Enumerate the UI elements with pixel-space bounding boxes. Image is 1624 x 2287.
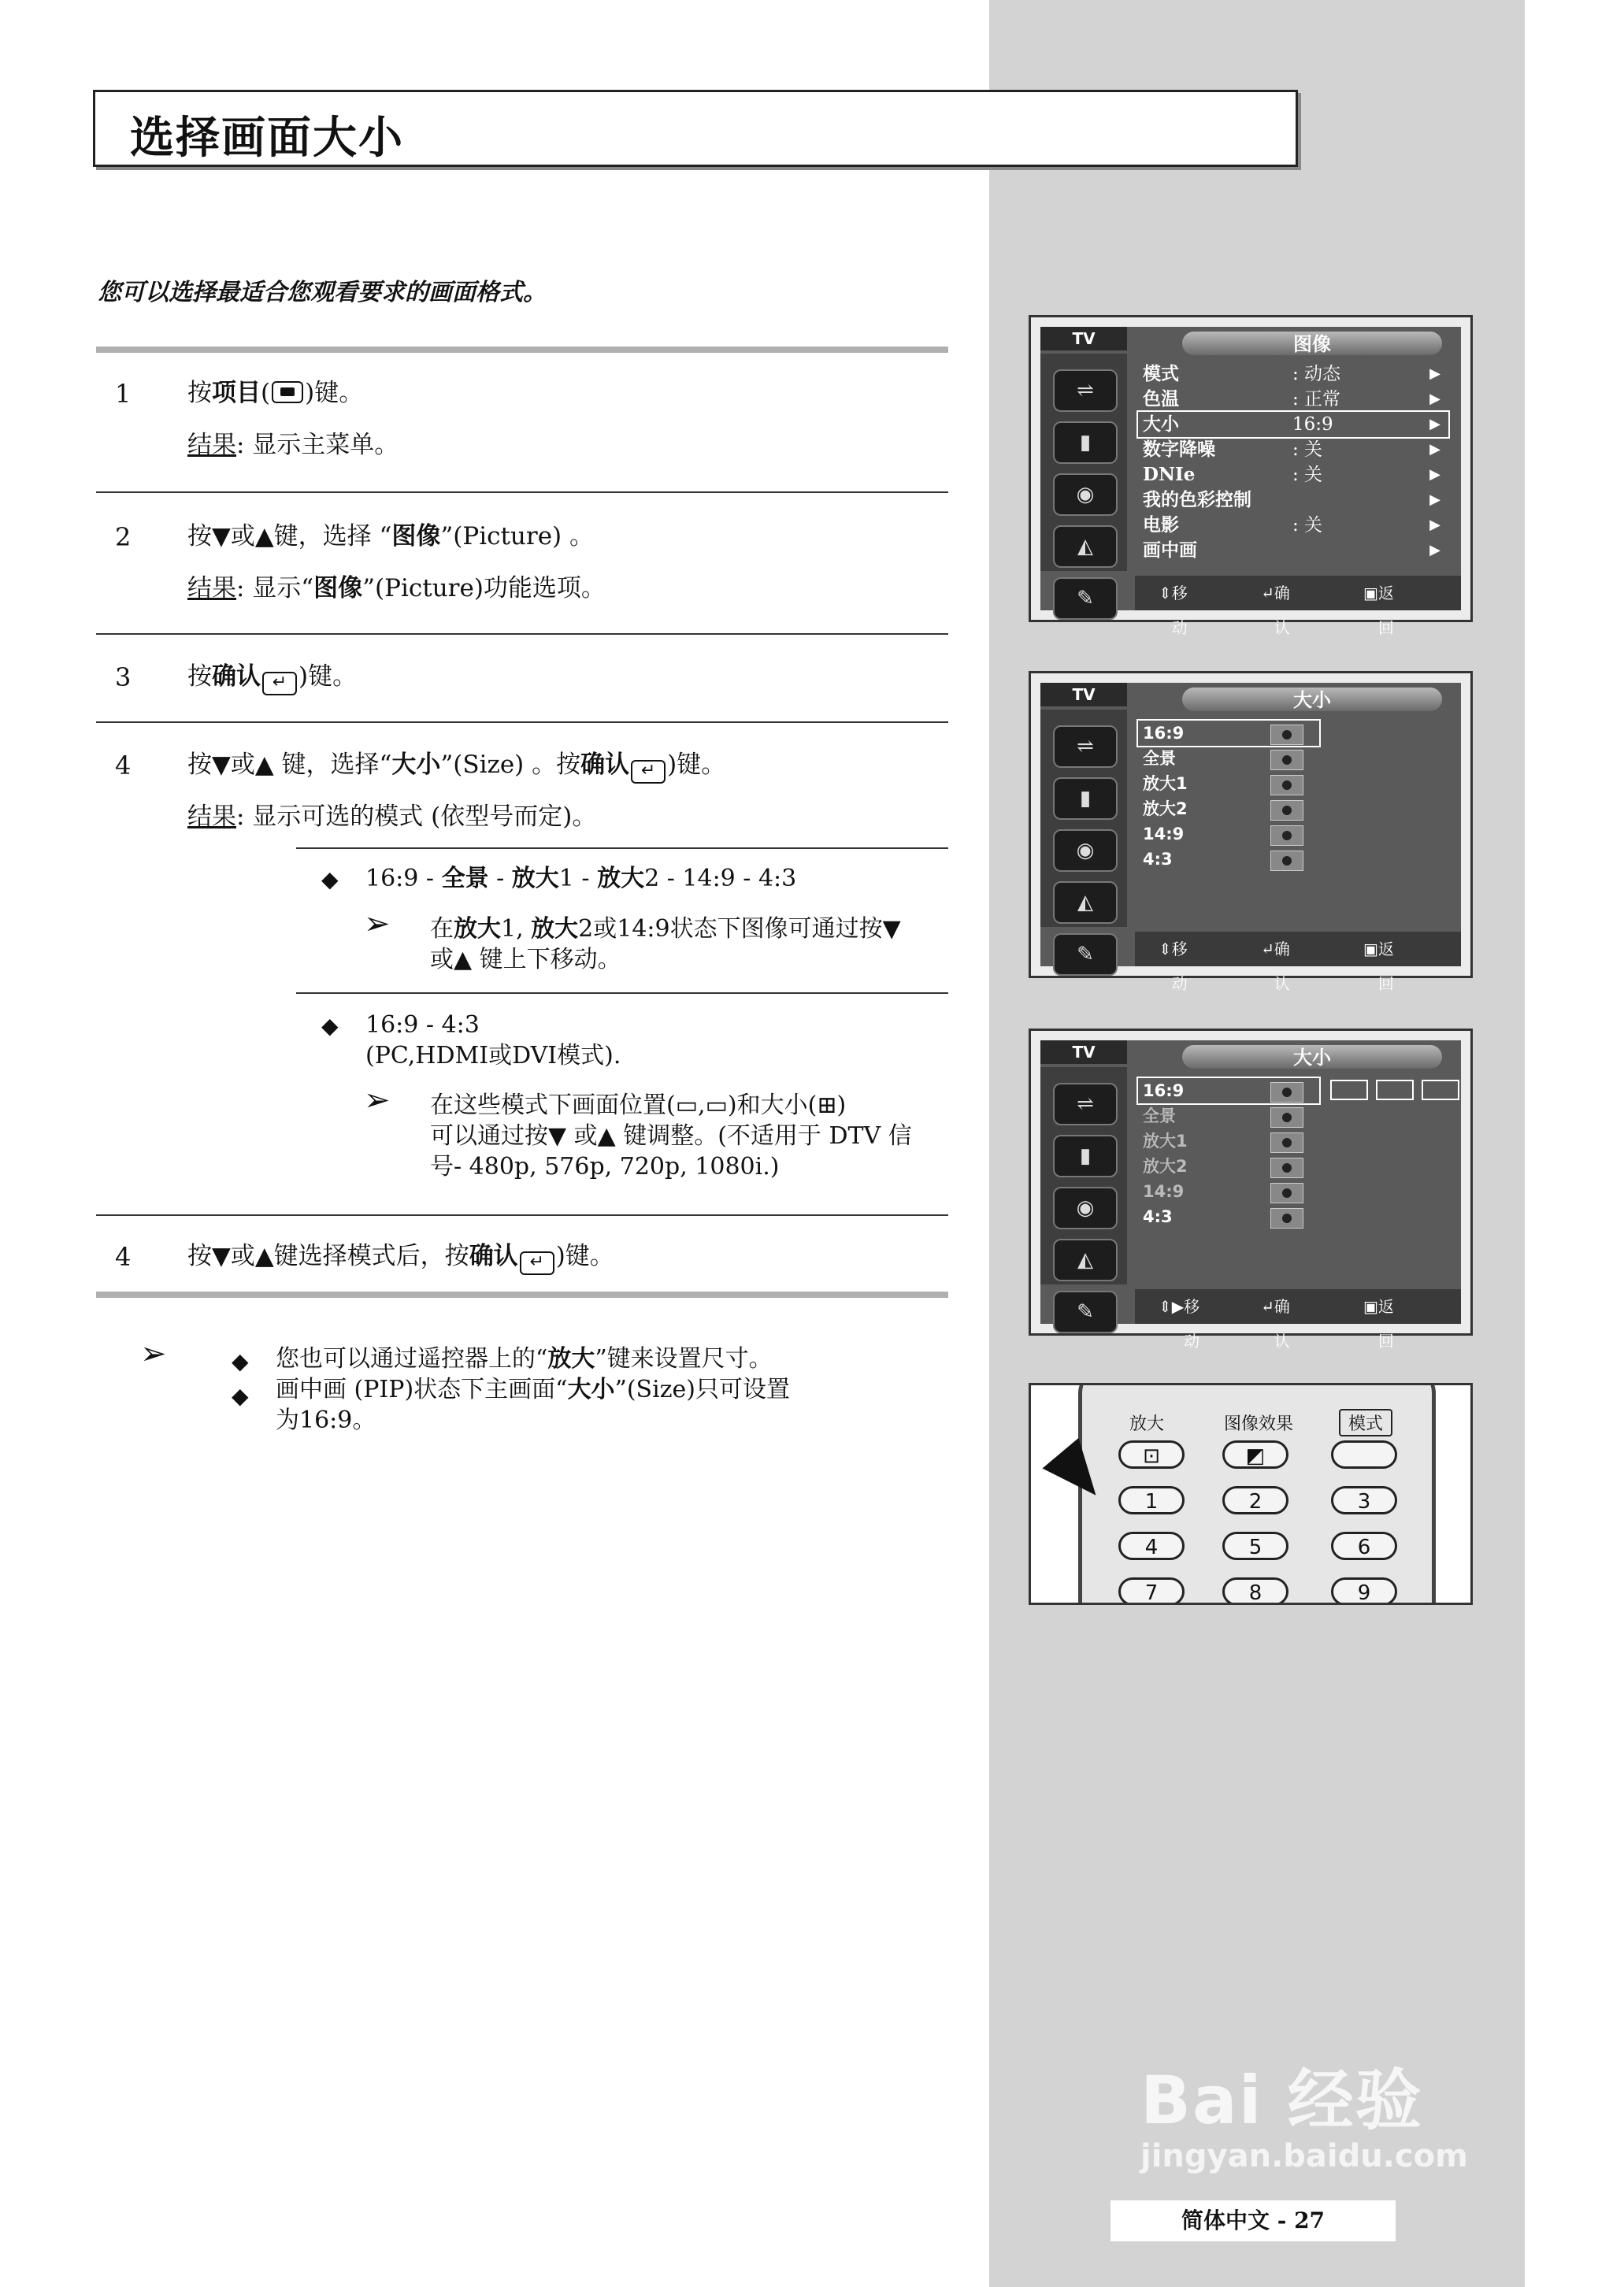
text: 按 (187, 662, 212, 691)
arrow-right-icon: ▶ (1429, 517, 1440, 533)
text-bold: 图像 (391, 522, 441, 550)
size-option-disabled (1138, 1154, 1319, 1179)
bullet-diamond-icon: ◆ (232, 1383, 249, 1409)
size-option-disabled (1138, 1103, 1319, 1129)
note-arrow-icon: ➢ (364, 1082, 391, 1118)
text-bold: 放大 (454, 915, 501, 943)
osd-size-list (1138, 1078, 1319, 1229)
picture-thumbnail-icon (1270, 1183, 1303, 1203)
osd-menu-item[interactable] (1138, 462, 1448, 487)
return-hint: ▣ 返回 (1363, 932, 1378, 966)
option-label: 14:9 (1143, 1182, 1185, 1201)
move-hint: ⇕ 移动 (1159, 932, 1172, 966)
number-button-3[interactable]: 3 (1331, 1486, 1397, 1514)
text: 按▼或▲ 键，选择“ (187, 751, 392, 779)
text: 确认 (1274, 584, 1290, 637)
text: (PC,HDMI或DVI模式). (365, 1042, 621, 1069)
result-label: 结果 (187, 802, 236, 831)
text-bold: 放大 (511, 865, 559, 892)
result-text: : 显示可选的模式 (依型号而定)。 (236, 802, 597, 831)
picture-thumbnail-icon (1270, 800, 1303, 821)
input-icon: ⇌ (1053, 1083, 1118, 1125)
result-text: : 显示主菜单。 (236, 431, 399, 459)
osd-menu-item[interactable] (1138, 361, 1448, 387)
text: 移动 (1171, 584, 1188, 637)
text: ”键来设置尺寸。 (595, 1345, 773, 1373)
text: 按 (187, 379, 212, 407)
picture-thumbnail-icon (1270, 725, 1303, 745)
item-value: : 关 (1292, 439, 1323, 460)
osd-footer (1135, 576, 1461, 637)
text: 2或14:9状态下图像可通过按▼ (578, 915, 901, 943)
note-text (430, 1090, 912, 1182)
text: - (488, 865, 512, 892)
divider (96, 1292, 948, 1298)
size-adjust-icon[interactable] (1422, 1080, 1459, 1100)
option-label: 全景 (1143, 1106, 1176, 1125)
number-button-2[interactable]: 2 (1222, 1486, 1288, 1514)
osd-menu-item[interactable] (1138, 487, 1448, 513)
position-size-icons (1330, 1080, 1467, 1107)
text: 画中画 (PIP)状态下主画面“ (276, 1376, 568, 1403)
move-hint: ⇕▶ 移动 (1159, 1289, 1184, 1324)
text: 移动 (1184, 1297, 1200, 1351)
step-number: 1 (115, 379, 132, 409)
arrow-right-icon: ▶ (1429, 391, 1440, 407)
key-name: 项目 (212, 379, 261, 407)
item-label: 大小 (1143, 413, 1179, 435)
size-option[interactable] (1138, 1204, 1319, 1229)
picture-icon: ▮ (1053, 777, 1118, 820)
osd-size-menu (1029, 671, 1473, 993)
text: )键。 (305, 379, 364, 407)
text: : 显示“ (236, 574, 314, 602)
input-icon: ⇌ (1053, 369, 1118, 412)
picture-thumbnail-icon (1270, 1158, 1303, 1178)
channel-icon: ◭ (1053, 1239, 1118, 1281)
ok-hint: ↵ 确认 (1261, 932, 1274, 966)
text-bold: 放大 (597, 865, 645, 892)
text: ”(Size) 。按 (440, 751, 581, 779)
text: 移动 (1171, 940, 1188, 993)
text: ”(Picture)功能选项。 (362, 574, 606, 602)
number-button-4[interactable]: 4 (1118, 1532, 1185, 1560)
text: 返回 (1377, 1297, 1394, 1351)
text: )键。 (298, 662, 358, 691)
channel-icon: ◭ (1053, 525, 1118, 568)
osd-title: 大小 (1182, 688, 1442, 711)
step-number: 4 (115, 751, 132, 780)
option-label: 放大1 (1143, 774, 1188, 793)
zoom-button[interactable]: ⊡ (1118, 1440, 1185, 1469)
picture-thumbnail-icon (1270, 1082, 1303, 1103)
item-value: : 关 (1292, 515, 1323, 536)
return-hint: ▣ 返回 (1363, 1289, 1378, 1324)
text: 在 (430, 915, 454, 943)
move-hint: ⇕ 移动 (1159, 576, 1172, 610)
number-button-9[interactable]: 9 (1331, 1577, 1397, 1605)
option-label: 14:9 (1143, 825, 1185, 843)
item-label: 电影 (1143, 514, 1179, 536)
osd-menu-item-selected[interactable] (1138, 412, 1448, 437)
step-number: 3 (115, 662, 132, 692)
watermark-brand: Bai 经验 (1140, 2062, 1423, 2139)
text: 或▲ 键上下移动。 (430, 946, 621, 973)
step-number: 4 (115, 1242, 132, 1272)
picture-icon: ▮ (1053, 421, 1118, 464)
size-option[interactable] (1138, 821, 1319, 847)
number-button-5[interactable]: 5 (1222, 1532, 1288, 1560)
channel-icon: ◭ (1053, 881, 1118, 924)
mode-list (365, 863, 796, 894)
picture-icon: ▮ (1053, 1135, 1118, 1177)
arrow-right-icon: ▶ (1429, 491, 1440, 508)
text-bold: 放大 (547, 1345, 595, 1373)
arrow-right-icon: ▶ (1429, 365, 1440, 382)
step-result (187, 802, 596, 832)
picture-thumbnail-icon (1270, 750, 1303, 770)
divider (96, 347, 948, 353)
number-button-6[interactable]: 6 (1331, 1532, 1397, 1560)
text: 确认 (1274, 940, 1290, 993)
watermark-url: jingyan.baidu.com (1140, 2138, 1468, 2174)
picture-thumbnail-icon (1270, 851, 1303, 871)
option-label: 全景 (1143, 749, 1176, 768)
text: 返回 (1377, 940, 1394, 993)
key-name: 确认 (212, 662, 261, 691)
bullet-diamond-icon: ◆ (321, 1013, 339, 1039)
option-label: 放大2 (1143, 1157, 1188, 1176)
divider (96, 1214, 948, 1216)
text: )键。 (667, 751, 726, 779)
number-button-8[interactable]: 8 (1222, 1577, 1288, 1605)
setup-icon: ✎ (1053, 933, 1118, 976)
result-label: 结果 (187, 431, 236, 459)
item-label: 画中画 (1143, 539, 1197, 561)
sound-icon: ◉ (1053, 473, 1118, 516)
size-option[interactable] (1138, 796, 1319, 821)
title-box (93, 90, 1298, 167)
text: 1 - (558, 865, 598, 892)
arrow-right-icon: ▶ (1429, 542, 1440, 558)
arrow-right-icon: ▶ (1429, 466, 1440, 483)
size-option[interactable] (1138, 771, 1319, 796)
item-label: 模式 (1143, 363, 1179, 384)
text-bold: 全景 (441, 865, 489, 892)
step-instruction (187, 662, 357, 695)
osd-menu-item[interactable] (1138, 513, 1448, 538)
text: ”(Size)只可设置 (614, 1376, 790, 1403)
ok-hint: ↵ 确认 (1261, 576, 1274, 610)
size-option-selected[interactable] (1138, 1078, 1319, 1103)
picture-thumbnail-icon (1270, 1208, 1303, 1229)
setup-icon: ✎ (1053, 577, 1118, 620)
text: 可以通过按▼ 或▲ 键调整。(不适用于 DTV 信 (430, 1122, 912, 1150)
picture-thumbnail-icon (1270, 1132, 1303, 1153)
sound-icon: ◉ (1053, 829, 1118, 872)
picture-effect-button[interactable]: ◩ (1222, 1440, 1288, 1469)
text-bold: 大小 (391, 751, 441, 779)
arrow-right-icon: ▶ (1429, 441, 1440, 458)
size-option[interactable] (1138, 746, 1319, 771)
text-bold: 大小 (567, 1376, 615, 1403)
number-button-1[interactable]: 1 (1118, 1486, 1185, 1514)
text: 号- 480p, 576p, 720p, 1080i.) (430, 1153, 780, 1181)
text: 按▼或▲键，选择 “ (187, 522, 392, 550)
osd-title: 图像 (1182, 332, 1442, 355)
mode-label: 模式 (1339, 1409, 1392, 1436)
item-label: DNIe (1143, 464, 1196, 485)
tip-text (276, 1344, 790, 1436)
enter-key-icon: ↵ (262, 672, 297, 695)
pc-mode-list (365, 1010, 621, 1071)
enter-key-icon: ↵ (631, 760, 666, 784)
osd-size-menu-pc (1029, 1029, 1473, 1351)
size-option-disabled (1138, 1179, 1319, 1204)
osd-title: 大小 (1182, 1045, 1442, 1069)
step-result (187, 430, 399, 461)
osd-menu-item[interactable] (1138, 538, 1448, 563)
text: )键。 (555, 1242, 614, 1270)
note-arrow-icon: ➢ (364, 906, 391, 942)
osd-sidebar (1040, 1067, 1127, 1324)
zoom-label: 放大 (1129, 1414, 1165, 1434)
osd-picture-menu (1029, 315, 1473, 637)
divider (96, 721, 948, 723)
key-name: 确认 (469, 1242, 518, 1270)
item-label: 我的色彩控制 (1143, 489, 1251, 510)
option-label: 16:9 (1143, 1081, 1185, 1100)
osd-sidebar (1040, 710, 1127, 966)
text: 16:9 - (365, 865, 442, 892)
page-footer: 简体中文 - 27 (1110, 2200, 1396, 2241)
step-instruction (187, 378, 363, 409)
key-name: 确认 (580, 751, 630, 779)
divider (96, 633, 948, 635)
position-vertical-icon[interactable] (1376, 1080, 1414, 1100)
number-button-7[interactable]: 7 (1118, 1577, 1185, 1605)
divider (296, 992, 948, 994)
option-label: 放大2 (1143, 799, 1188, 818)
mode-button[interactable] (1331, 1440, 1397, 1469)
text: 在这些模式下画面位置(▭,▭)和大小(⊞) (430, 1092, 847, 1119)
osd-size-list (1138, 721, 1319, 872)
note-text (430, 914, 901, 975)
sound-icon: ◉ (1053, 1187, 1118, 1229)
step-instruction (187, 521, 594, 552)
result-label: 结果 (187, 574, 236, 602)
note-arrow-icon: ➢ (140, 1336, 167, 1372)
picture-thumbnail-icon (1270, 1107, 1303, 1128)
step-number: 2 (115, 522, 132, 552)
intro-text: 您可以选择最适合您观看要求的画面格式。 (98, 279, 547, 306)
osd-footer (1135, 1289, 1461, 1351)
text: ( (261, 379, 271, 407)
text-bold: 放大 (531, 915, 579, 943)
page-title: 选择画面大小 (130, 112, 404, 164)
option-label: 放大1 (1143, 1132, 1188, 1151)
item-value: : 正常 (1292, 389, 1341, 410)
text: 1, (501, 915, 532, 943)
enter-key-icon: ↵ (520, 1251, 554, 1275)
tv-label: TV (1040, 1040, 1127, 1064)
text: 按▼或▲键选择模式后，按 (187, 1242, 469, 1270)
size-option-disabled (1138, 1129, 1319, 1154)
osd-menu-list (1138, 361, 1448, 563)
text: 2 - 14:9 - 4:3 (644, 865, 797, 892)
option-label: 4:3 (1143, 1207, 1173, 1226)
remote-body (1078, 1383, 1436, 1605)
osd-menu-item[interactable] (1138, 437, 1448, 462)
picture-effect-label: 图像效果 (1224, 1414, 1294, 1434)
return-hint: ▣ 返回 (1363, 576, 1378, 610)
divider (96, 491, 948, 493)
item-label: 色温 (1143, 388, 1179, 410)
size-option[interactable] (1138, 847, 1319, 872)
osd-footer (1135, 932, 1461, 993)
item-value: : 动态 (1292, 364, 1341, 384)
baidu-watermark (1140, 2048, 1518, 2174)
menu-key-icon (272, 381, 303, 403)
option-label: 16:9 (1143, 724, 1185, 743)
text: 为16:9。 (276, 1407, 376, 1434)
text: 确认 (1274, 1297, 1290, 1351)
bullet-diamond-icon: ◆ (321, 866, 339, 892)
osd-sidebar (1040, 354, 1127, 610)
item-value: 16:9 (1292, 414, 1333, 435)
text: 16:9 - 4:3 (365, 1011, 480, 1039)
osd-menu-item[interactable] (1138, 387, 1448, 412)
remote-control-illustration (1029, 1383, 1473, 1605)
bullet-diamond-icon: ◆ (232, 1348, 249, 1374)
text-bold: 图像 (313, 574, 363, 602)
text: ”(Picture) 。 (440, 522, 595, 550)
arrow-right-icon: ▶ (1429, 416, 1440, 432)
step-instruction (187, 750, 725, 784)
input-icon: ⇌ (1053, 725, 1118, 768)
item-label: 数字降噪 (1143, 439, 1215, 460)
setup-icon: ✎ (1053, 1291, 1118, 1333)
item-value: : 关 (1292, 465, 1323, 485)
step-instruction (187, 1241, 614, 1275)
tv-label: TV (1040, 327, 1127, 350)
text: 返回 (1377, 584, 1394, 637)
picture-thumbnail-icon (1270, 775, 1303, 795)
divider (296, 847, 948, 849)
option-label: 4:3 (1143, 850, 1173, 869)
size-option-selected[interactable] (1138, 721, 1319, 746)
position-horizontal-icon[interactable] (1330, 1080, 1368, 1100)
step-result (187, 573, 606, 604)
picture-thumbnail-icon (1270, 825, 1303, 846)
ok-hint: ↵ 确认 (1261, 1289, 1274, 1324)
text: 您也可以通过遥控器上的“ (276, 1345, 548, 1373)
tv-label: TV (1040, 683, 1127, 706)
